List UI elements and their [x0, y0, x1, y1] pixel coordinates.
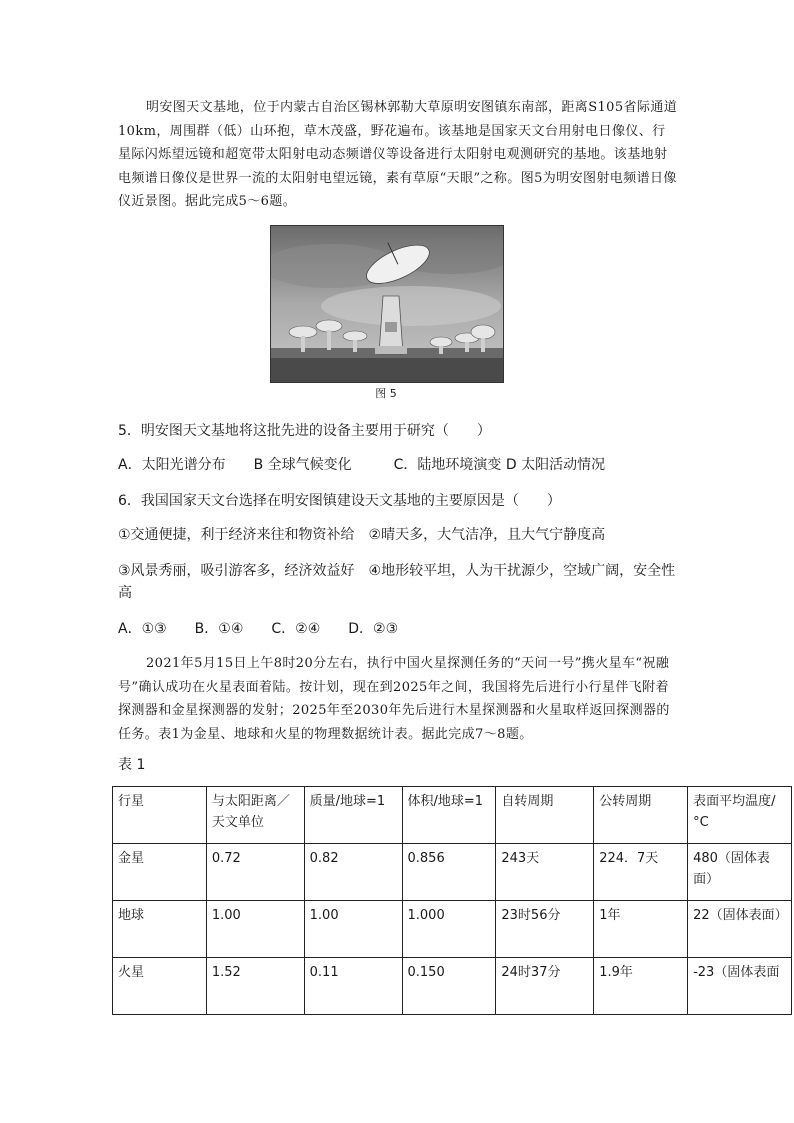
- cell-mass: 0.11: [304, 958, 402, 1015]
- cell-distance: 0.72: [206, 844, 304, 901]
- header-temperature: 表面平均温度/°C: [688, 787, 792, 844]
- cell-rotation: 23时56分: [496, 901, 594, 958]
- table-row: [113, 901, 792, 958]
- planet-data-table: [112, 786, 792, 1015]
- cell-rotation: 24时37分: [496, 958, 594, 1015]
- cell-mass: 0.82: [304, 844, 402, 901]
- cell-revolution: 1年: [594, 901, 688, 958]
- cell-volume: 0.150: [402, 958, 496, 1015]
- question-6-line-2: ③风景秀丽，吸引游客多，经济效益好 ④地形较平坦，人为干扰源少，空域广阔，安全性高: [118, 563, 676, 601]
- question-6-line-1: ①交通便捷，利于经济来往和物资补给 ②晴天多，大气洁净，且大气宁静度高: [118, 527, 606, 543]
- header-volume: 体积/地球=1: [402, 787, 496, 844]
- header-rotation: 自转周期: [496, 787, 594, 844]
- cell-distance: 1.52: [206, 958, 304, 1015]
- figure-caption: 图 5: [375, 387, 397, 400]
- radio-telescope-photo: [270, 225, 504, 383]
- question-5-stem: 5．明安图天文基地将这批先进的设备主要用于研究（ ）: [118, 423, 491, 439]
- cell-volume: 0.856: [402, 844, 496, 901]
- passage-mars-mission: 2021年5月15日上午8时20分左右，执行中国火星探测任务的“天问一号”携火星车“祝融号”确认成功在火星表面着陆。按计划，现在到2025年之间，我国将先后进行小行星伴飞附着探测器和金星探测器的发射；2025年至2030年先后进行木星探测器和火星取样返回探测器的任务。表1为金星、地球和火星的物理数据统计表。据此完成7～8题。: [118, 656, 670, 742]
- cell-planet: 地球: [113, 901, 207, 958]
- question-6-stem: 6．我国国家天文台选择在明安图镇建设天文基地的主要原因是（ ）: [118, 493, 561, 509]
- header-planet: 行星: [113, 787, 207, 844]
- cell-temperature: 22（固体表面）: [688, 901, 792, 958]
- table-header-row: [113, 787, 792, 844]
- radio-telescope-image: [271, 226, 503, 382]
- cell-volume: 1.000: [402, 901, 496, 958]
- question-6-options: A．①③ B．①④ C．②④ D．②③: [118, 621, 399, 637]
- cell-mass: 1.00: [304, 901, 402, 958]
- cell-planet: 金星: [113, 844, 207, 901]
- header-revolution: 公转周期: [594, 787, 688, 844]
- header-mass: 质量/地球=1: [304, 787, 402, 844]
- cell-revolution: 224．7天: [594, 844, 688, 901]
- cell-revolution: 1.9年: [594, 958, 688, 1015]
- header-distance: 与太阳距离／天文单位: [206, 787, 304, 844]
- question-5-options: A．太阳光谱分布 B 全球气候变化 C．陆地环境演变 D 太阳活动情况: [118, 457, 606, 473]
- table-row: [113, 844, 792, 901]
- passage-mingantu: 明安图天文基地，位于内蒙古自治区锡林郭勒大草原明安图镇东南部，距离S105省际通道10km，周围群（低）山环抱，草木茂盛，野花遍布。该基地是国家天文台用射电日像仪、行星际闪烁望远镜和超宽带太阳射电动态频谱仪等设备进行太阳射电观测研究的基地。该基地射电频谱日像仪是世界一流的太阳射电望远镜，素有草原“天眼”之称。图5为明安图射电频谱日像仪近景图。据此完成5～6题。: [118, 100, 678, 209]
- cell-distance: 1.00: [206, 901, 304, 958]
- cell-temperature: 480（固体表面）: [688, 844, 792, 901]
- table-label: 表 1: [118, 757, 146, 773]
- cell-temperature: -23（固体表面: [688, 958, 792, 1015]
- cell-planet: 火星: [113, 958, 207, 1015]
- table-row: [113, 958, 792, 1015]
- cell-rotation: 243天: [496, 844, 594, 901]
